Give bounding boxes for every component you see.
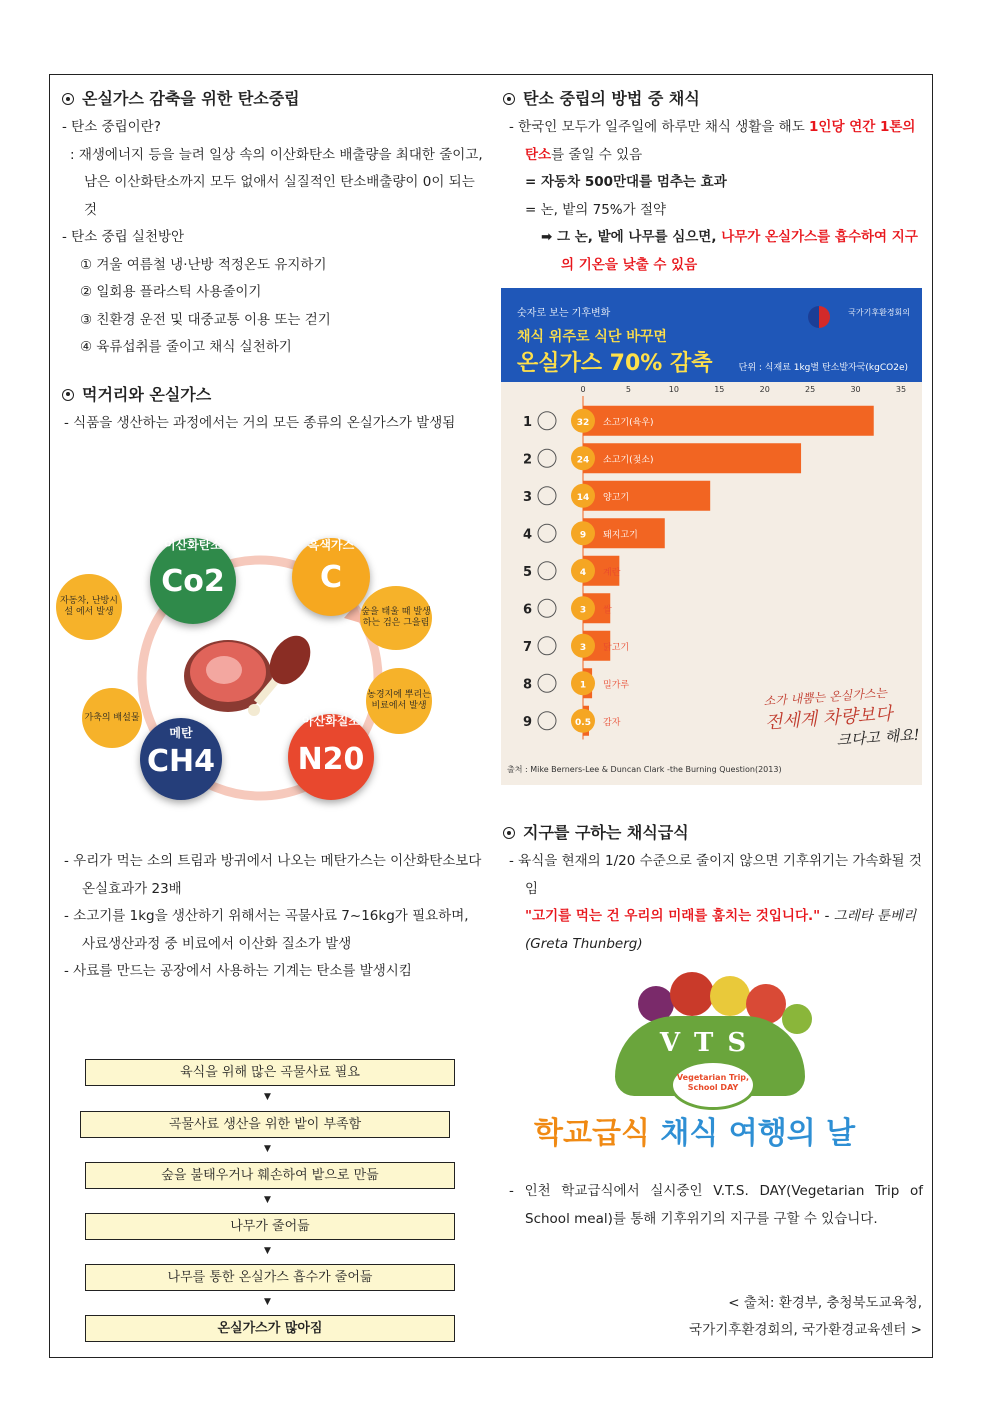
tomato-icon	[670, 972, 714, 1016]
food-icon	[538, 712, 556, 730]
source-citation: < 출처: 환경부, 충청북도교육청, 국가기후환경회의, 국가환경교육센터 >	[689, 1295, 922, 1338]
rank-label: 2	[523, 452, 533, 468]
category-label: 닭고기	[603, 642, 630, 653]
methane-facts	[62, 848, 482, 986]
category-label: 소고기(육우)	[603, 417, 654, 428]
food-icon	[538, 524, 556, 542]
chart-header	[501, 288, 922, 382]
chart-source: 출처 : Mike Berners-Lee & Duncan Clark -the Burning Question(2013)	[507, 765, 782, 774]
value-label: 24	[576, 455, 590, 466]
down-arrow-icon: ▼	[264, 1092, 271, 1102]
flow-step: 나무가 줄어듦	[85, 1213, 455, 1240]
speech-bubble-co2: 자동차, 난방시설 에서 발생	[56, 574, 122, 640]
chart-org: 국가기후환경회의	[848, 308, 910, 317]
greenhouse-gas-cycle-diagram	[52, 530, 462, 820]
value-label: 4	[579, 567, 587, 578]
car-effect: = 자동차 500만대를 멈추는 효과	[525, 174, 727, 190]
plan-item: ② 일회용 플라스틱 사용줄이기	[80, 284, 262, 300]
food-icon	[538, 674, 556, 692]
vegetarian-meal-section	[503, 822, 923, 958]
rank-label: 3	[523, 489, 533, 505]
definition-text: : 재생에너지 등을 늘려 일상 속의 이산화탄소 배출량을 최대한 줄이고, 남은 이산화탄소까지 모두 없애서 실질적인 탄소배출량이 0이 되는 것	[70, 146, 483, 218]
plan-item: ③ 친환경 운전 및 대중교통 이용 또는 걷기	[80, 311, 331, 328]
vts-ring: Vegetarian Trip, School DAY	[670, 1060, 756, 1110]
taegeuk-logo-icon	[808, 306, 830, 328]
rank-label: 5	[523, 564, 533, 580]
speech-bubble-ch4: 가축의 배설물	[82, 688, 142, 748]
chart-header-small: 숫자로 보는 기후변화	[517, 308, 611, 319]
meat-illustration	[180, 614, 320, 734]
food-icon	[538, 487, 556, 505]
vts-description: - 인천 학교급식에서 실시중인 V.T.S. DAY(Vegetarian Trip of School meal)를 통해 기후위기의 지구를 구할 수 있습니다.	[509, 1183, 923, 1227]
question-line: - 탄소 중립이란?	[62, 119, 161, 135]
x-tick-label: 0	[580, 385, 586, 394]
greta-quote: "고기를 먹는 건 우리의 미래를 훔치는 것입니다." - 그레타 툰베리(Greta Thunberg)	[525, 908, 917, 952]
bullet-icon	[503, 827, 515, 839]
fact-item: - 소고기를 1kg을 생산하기 위해서는 곡물사료 7~16kg가 필요하며, 사료생산과정 중 비료에서 이산화 질소가 발생	[64, 908, 469, 952]
chart-slogan: 소가 내뿜는 온실가스는 전세계 차량보다 크다고 해요!	[763, 685, 921, 750]
food-icon	[538, 412, 556, 430]
rank-label: 4	[523, 527, 533, 543]
tree-planting: ➡ 그 논, 밭에 나무를 심으면, 나무가 온실가스를 흡수하여 지구의 기온을 낮출 수 있음	[541, 229, 918, 273]
category-label: 감자	[603, 717, 621, 728]
n2o-circle: 아산화질소 N20	[288, 714, 374, 800]
food-gas-lead: - 식품을 생산하는 과정에서는 거의 모든 종류의 온실가스가 발생됨	[64, 414, 456, 431]
x-tick-label: 20	[759, 385, 770, 394]
food-icon	[538, 562, 556, 580]
value-label: 14	[576, 492, 590, 503]
flow-step: 나무를 통한 온실가스 흡수가 줄어듦	[85, 1264, 455, 1291]
bullet-icon	[62, 93, 74, 105]
speech-bubble-c: 숲을 태울 때 발생하는 검은 그을림	[360, 586, 432, 650]
x-tick-label: 35	[895, 385, 907, 394]
category-label: 계란	[603, 567, 621, 578]
field-saving: = 논, 밭의 75%가 절약	[525, 201, 667, 218]
flow-step-final: 온실가스가 많아짐	[85, 1315, 455, 1342]
rank-label: 9	[523, 714, 533, 730]
rank-label: 8	[523, 677, 533, 693]
rank-label: 1	[523, 414, 533, 430]
plan-item: ④ 육류섭취를 줄이고 채식 실천하기	[80, 339, 292, 355]
fact-item: - 사료를 만드는 공장에서 사용하는 기계는 탄소를 발생시킴	[64, 963, 412, 979]
value-label: 9	[579, 530, 587, 541]
bullet-icon	[62, 389, 74, 401]
co2-circle: 이산화탄소 Co2	[150, 538, 236, 624]
flow-step: 육식을 위해 많은 곡물사료 필요	[85, 1059, 455, 1086]
value-label: 1	[579, 680, 587, 691]
food-icon	[538, 637, 556, 655]
plan-title: - 탄소 중립 실천방안	[62, 229, 185, 245]
section-title-school-meal: 지구를 구하는 채식급식	[503, 822, 923, 844]
section-title-carbon-neutral: 온실가스 감축을 위한 탄소중립	[62, 88, 484, 110]
section-title-vegetarian: 탄소 중립의 방법 중 채식	[503, 88, 923, 110]
chart-title: 온실가스 70% 감축	[517, 351, 713, 376]
rank-label: 6	[523, 602, 533, 618]
vts-letters: VTS	[659, 1028, 761, 1058]
fact-item: - 우리가 먹는 소의 트림과 방귀에서 나오는 메탄가스는 이산화탄소보다 온실효과가 23배	[64, 853, 482, 897]
bullet-icon	[503, 93, 515, 105]
meat-reduction-text: - 육식을 현재의 1/20 수준으로 줄이지 않으면 기후위기는 가속화될 것임	[509, 853, 922, 897]
vegetarian-text: - 한국인 모두가 일주일에 하루만 채식 생활을 해도 1인당 연간 1톤의 탄소를 줄일 수 있음	[509, 119, 916, 163]
down-arrow-icon: ▼	[264, 1246, 271, 1256]
down-arrow-icon: ▼	[264, 1144, 271, 1154]
x-tick-label: 25	[805, 385, 816, 394]
value-label: 3	[579, 642, 587, 653]
plan-item: ① 겨울 여름철 냉·난방 적정온도 유지하기	[80, 256, 327, 273]
value-label: 3	[579, 605, 587, 616]
category-label: 양고기	[603, 492, 630, 503]
flow-step: 숲을 불태우거나 훼손하여 밭으로 만듦	[85, 1162, 455, 1189]
food-icon	[538, 599, 556, 617]
speech-bubble-n2o: 농경지에 뿌리는 비료에서 발생	[366, 668, 432, 734]
pear-icon	[710, 976, 750, 1016]
left-column	[62, 88, 484, 437]
food-icon	[538, 449, 556, 467]
category-label: 소고기(젖소)	[603, 455, 654, 466]
flow-step: 곡물사료 생산을 위한 밭이 부족함	[80, 1111, 450, 1138]
value-label: 0.5	[575, 717, 591, 728]
chart-unit: 단위 : 식재료 1kg별 탄소발자국(kgCO2e)	[738, 363, 908, 373]
category-label: 돼지고기	[603, 530, 638, 541]
ch4-circle: 메탄 CH4	[140, 718, 222, 800]
down-arrow-icon: ▼	[264, 1297, 271, 1307]
x-tick-label: 10	[668, 385, 679, 394]
x-tick-label: 15	[714, 385, 725, 394]
carbon-footprint-chart	[501, 288, 922, 785]
chart-subtitle: 채식 위주로 식단 바꾸면	[517, 329, 667, 345]
black-carbon-circle: 흑색가스 C	[292, 538, 370, 616]
vts-day-logo	[520, 968, 910, 1158]
value-label: 32	[576, 417, 590, 428]
category-label: 밀가루	[603, 680, 630, 691]
category-label: 쌀	[603, 605, 612, 616]
rank-label: 7	[523, 639, 533, 655]
section-title-food-gas: 먹거리와 온실가스	[62, 384, 484, 406]
x-tick-label: 5	[625, 385, 631, 394]
vts-korean-title: 학교급식 채식 여행의 날	[534, 1116, 856, 1151]
right-column	[503, 88, 923, 279]
down-arrow-icon: ▼	[264, 1195, 271, 1205]
x-tick-label: 30	[850, 385, 861, 394]
